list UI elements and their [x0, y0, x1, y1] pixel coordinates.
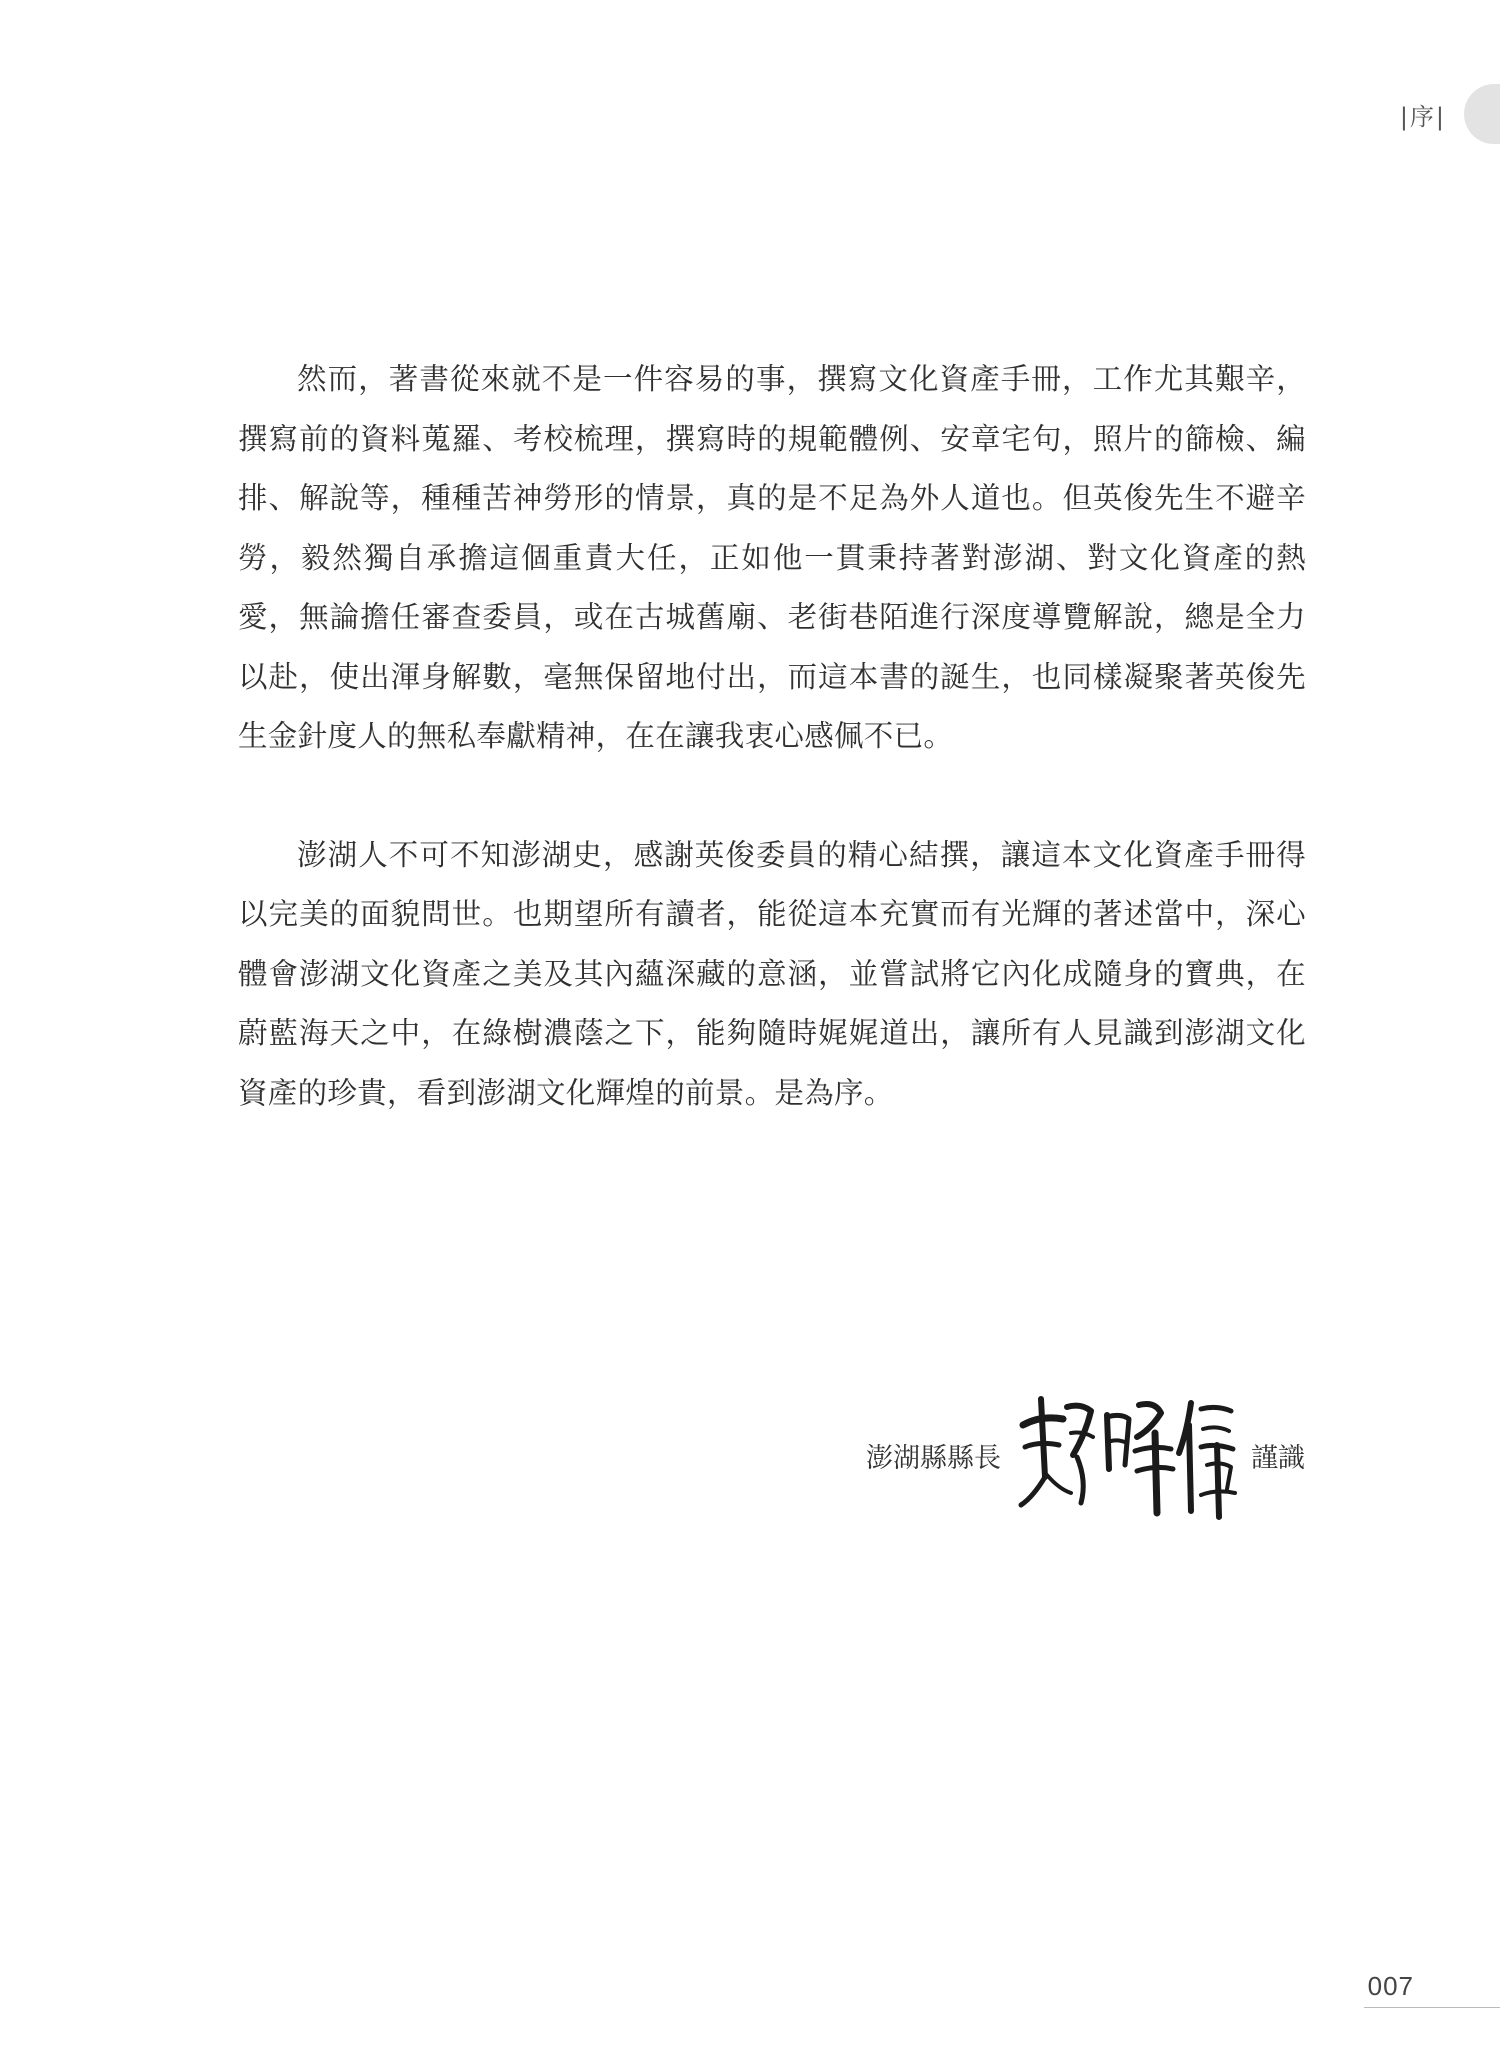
preface-body	[238, 350, 1306, 1123]
section-tab	[1400, 84, 1500, 144]
paragraph-1: 然而，著書從來就不是一件容易的事，撰寫文化資產手冊，工作尤其艱辛，撰寫前的資料蒐羅、考校梳理，撰寫時的規範體例、安章宅句，照片的篩檢、編排、解說等，種種苦神勞形的情景，真的是不足為外人道也。但英俊先生不避辛勞，毅然獨自承擔這個重責大任，正如他一貫秉持著對澎湖、對文化資產的熱愛，無論擔任審查委員，或在古城舊廟、老街巷陌進行深度導覽解說，總是全力以赴，使出渾身解數，毫無保留地付出，而這本書的誕生，也同樣凝聚著英俊先生金針度人的無私奉獻精神，在在讓我衷心感佩不已。	[238, 362, 1306, 753]
signature-block	[866, 1385, 1305, 1525]
page-number-rule	[1364, 2007, 1500, 2008]
closing-phrase: 謹識	[1251, 1442, 1305, 1474]
section-label: |序|	[1399, 102, 1446, 131]
section-tab-marker	[1464, 84, 1500, 144]
signatory-title: 澎湖縣縣長	[866, 1442, 1001, 1474]
paragraph-2: 澎湖人不可不知澎湖史，感謝英俊委員的精心結撰，讓這本文化資產手冊得以完美的面貌問世。也期望所有讀者，能從這本充實而有光輝的著述當中，深心體會澎湖文化資產之美及其內蘊深藏的意涵，並嘗試將它內化成隨身的寶典，在蔚藍海天之中，在綠樹濃蔭之下，能夠隨時娓娓道出，讓所有人見識到澎湖文化資產的珍貴，看到澎湖文化輝煌的前景。是為序。	[238, 837, 1306, 1110]
page-number: 007	[1367, 1971, 1414, 2001]
handwritten-signature	[1011, 1385, 1241, 1525]
